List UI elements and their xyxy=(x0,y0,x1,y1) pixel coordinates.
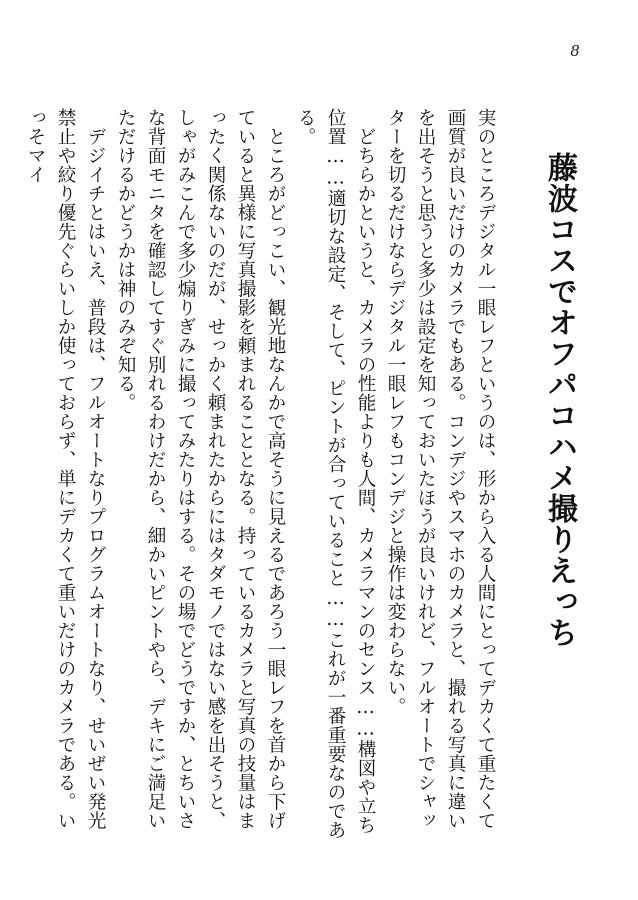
paragraph: どちらかというと、カメラの性能よりも人間、カメラマンのセンス……構図や立ち位置……適切な設定、そして、ピントが合っていること……これが一番重要なのである。 xyxy=(295,108,376,840)
chapter-title: 藤波コスでオフパコハメ撮りえっち xyxy=(542,152,577,648)
paragraph: デジイチとはいえ、普段は、フルオートなりプログラムオートなり、せいぜい発光禁止や絞り優先ぐらいしか使っておらず、単にデカくて重いだけのカメラである。いっそマイ xyxy=(25,108,106,830)
body-text xyxy=(0,108,500,848)
vertical-text-block xyxy=(0,108,584,848)
paragraph: 実のところデジタル一眼レフというのは、形から入る人間にとってデカくて重たくて画質が良いだけのカメラでもある。コンデジやスマホのカメラと、撮れる写真に違いを出そうと思うと多少は設定を知っておいたほうが良いけれど、フルオートでシャッターを切るだけならデジタル一眼レフもコンデジと操作は変わらない。 xyxy=(385,108,496,830)
paragraph: ところがどっこい、観光地なんかで高そうに見えるであろう一眼レフを首から下げていると異様に写真撮影を頼まれることとなる。持っているカメラと写真の技量はまったく関係ないのだが、せっかく頼まれたからにはタダモノではない感を出そうと、しゃがみこんで多少煽りぎみに撮ってみたりはする。その場でどうですか、とちいさな背面モニタを確認してすぐ別れるわけだから、細かいピントやら、デキにご満足いただけるかどうかは神のみぞ知る。 xyxy=(115,108,286,830)
page-number: 8 xyxy=(570,42,580,60)
